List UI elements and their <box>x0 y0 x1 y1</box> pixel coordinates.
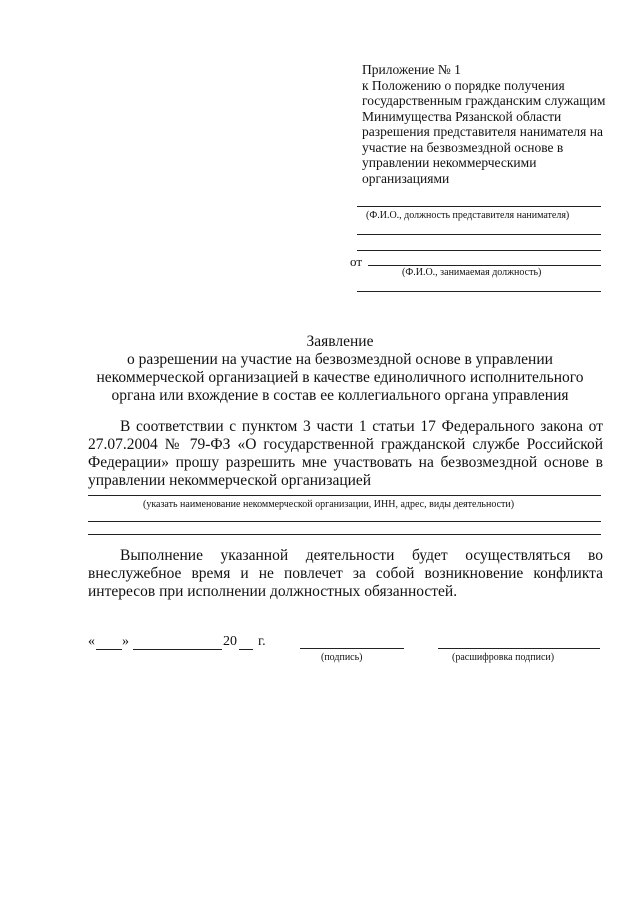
signature-line <box>300 648 404 649</box>
day-line <box>96 649 122 650</box>
quote-open: « <box>88 634 95 649</box>
statement-line: интересов при исполнении должностных обязанностей. <box>88 583 458 600</box>
request-line: управлении некоммерческой организацией <box>88 472 372 489</box>
employee-extra-line <box>357 291 601 292</box>
annex-line: Приложение № 1 <box>362 62 461 77</box>
annex-line: участие на безвозмездной основе в <box>362 139 564 155</box>
title-line: органа или вхождение в состав ее коллегиального органа управления <box>111 387 569 404</box>
employee-name-line <box>368 265 601 266</box>
title-line: о разрешении на участие на безвозмездной основе в управлении <box>127 351 553 368</box>
annex-line: разрешения представителя нанимателя на <box>362 124 603 139</box>
employer-extra-line <box>357 234 601 235</box>
month-line <box>133 649 222 650</box>
employer-caption: (Ф.И.О., должность представителя нанимателя) <box>366 210 570 221</box>
annex-line: к Положению о порядке получения <box>362 77 565 93</box>
statement-line: внеслужебное время и не повлечет за собой возникновение конфликта <box>88 565 603 582</box>
organization-extra-line-2 <box>88 534 601 535</box>
annex-line: Минимущества Рязанской области <box>362 108 562 124</box>
year-prefix: 20 <box>223 634 237 649</box>
request-line: 27.07.2004 № 79-ФЗ «О государственной гражданской службе Российской <box>88 436 603 453</box>
employer-extra-line-2 <box>357 250 601 251</box>
statement-paragraph <box>88 547 603 601</box>
employer-name-line <box>357 206 601 207</box>
annex-line: управлении некоммерческими <box>362 155 537 170</box>
title-heading: Заявление <box>306 333 374 350</box>
title-line: некоммерческой организацией в качестве единоличного исполнительного <box>96 369 584 386</box>
request-line: Федерации» прошу разрешить мне участвовать на безвозмездной основе в <box>88 454 603 471</box>
signature-caption: (подпись) <box>321 652 363 663</box>
annex-block <box>362 62 632 186</box>
request-paragraph <box>88 418 603 490</box>
request-line: В соответствии с пунктом 3 части 1 статьи 17 Федерального закона от <box>120 418 603 435</box>
document-title <box>60 333 620 405</box>
from-label: от <box>350 254 363 269</box>
organization-line <box>88 495 601 496</box>
year-suffix: г. <box>258 634 266 649</box>
year-line <box>239 649 253 650</box>
quote-close: » <box>122 634 129 649</box>
organization-caption: (указать наименование некоммерческой организации, ИНН, адрес, виды деятельности) <box>143 499 515 510</box>
annex-line: организациями <box>362 170 450 186</box>
decoding-caption: (расшифровка подписи) <box>452 652 555 663</box>
employee-caption: (Ф.И.О., занимаемая должность) <box>402 267 542 278</box>
organization-extra-line <box>88 521 601 522</box>
decoding-line <box>438 648 600 649</box>
statement-line: Выполнение указанной деятельности будет осуществляться во <box>120 547 603 564</box>
annex-line: государственным гражданским служащим <box>362 93 606 108</box>
